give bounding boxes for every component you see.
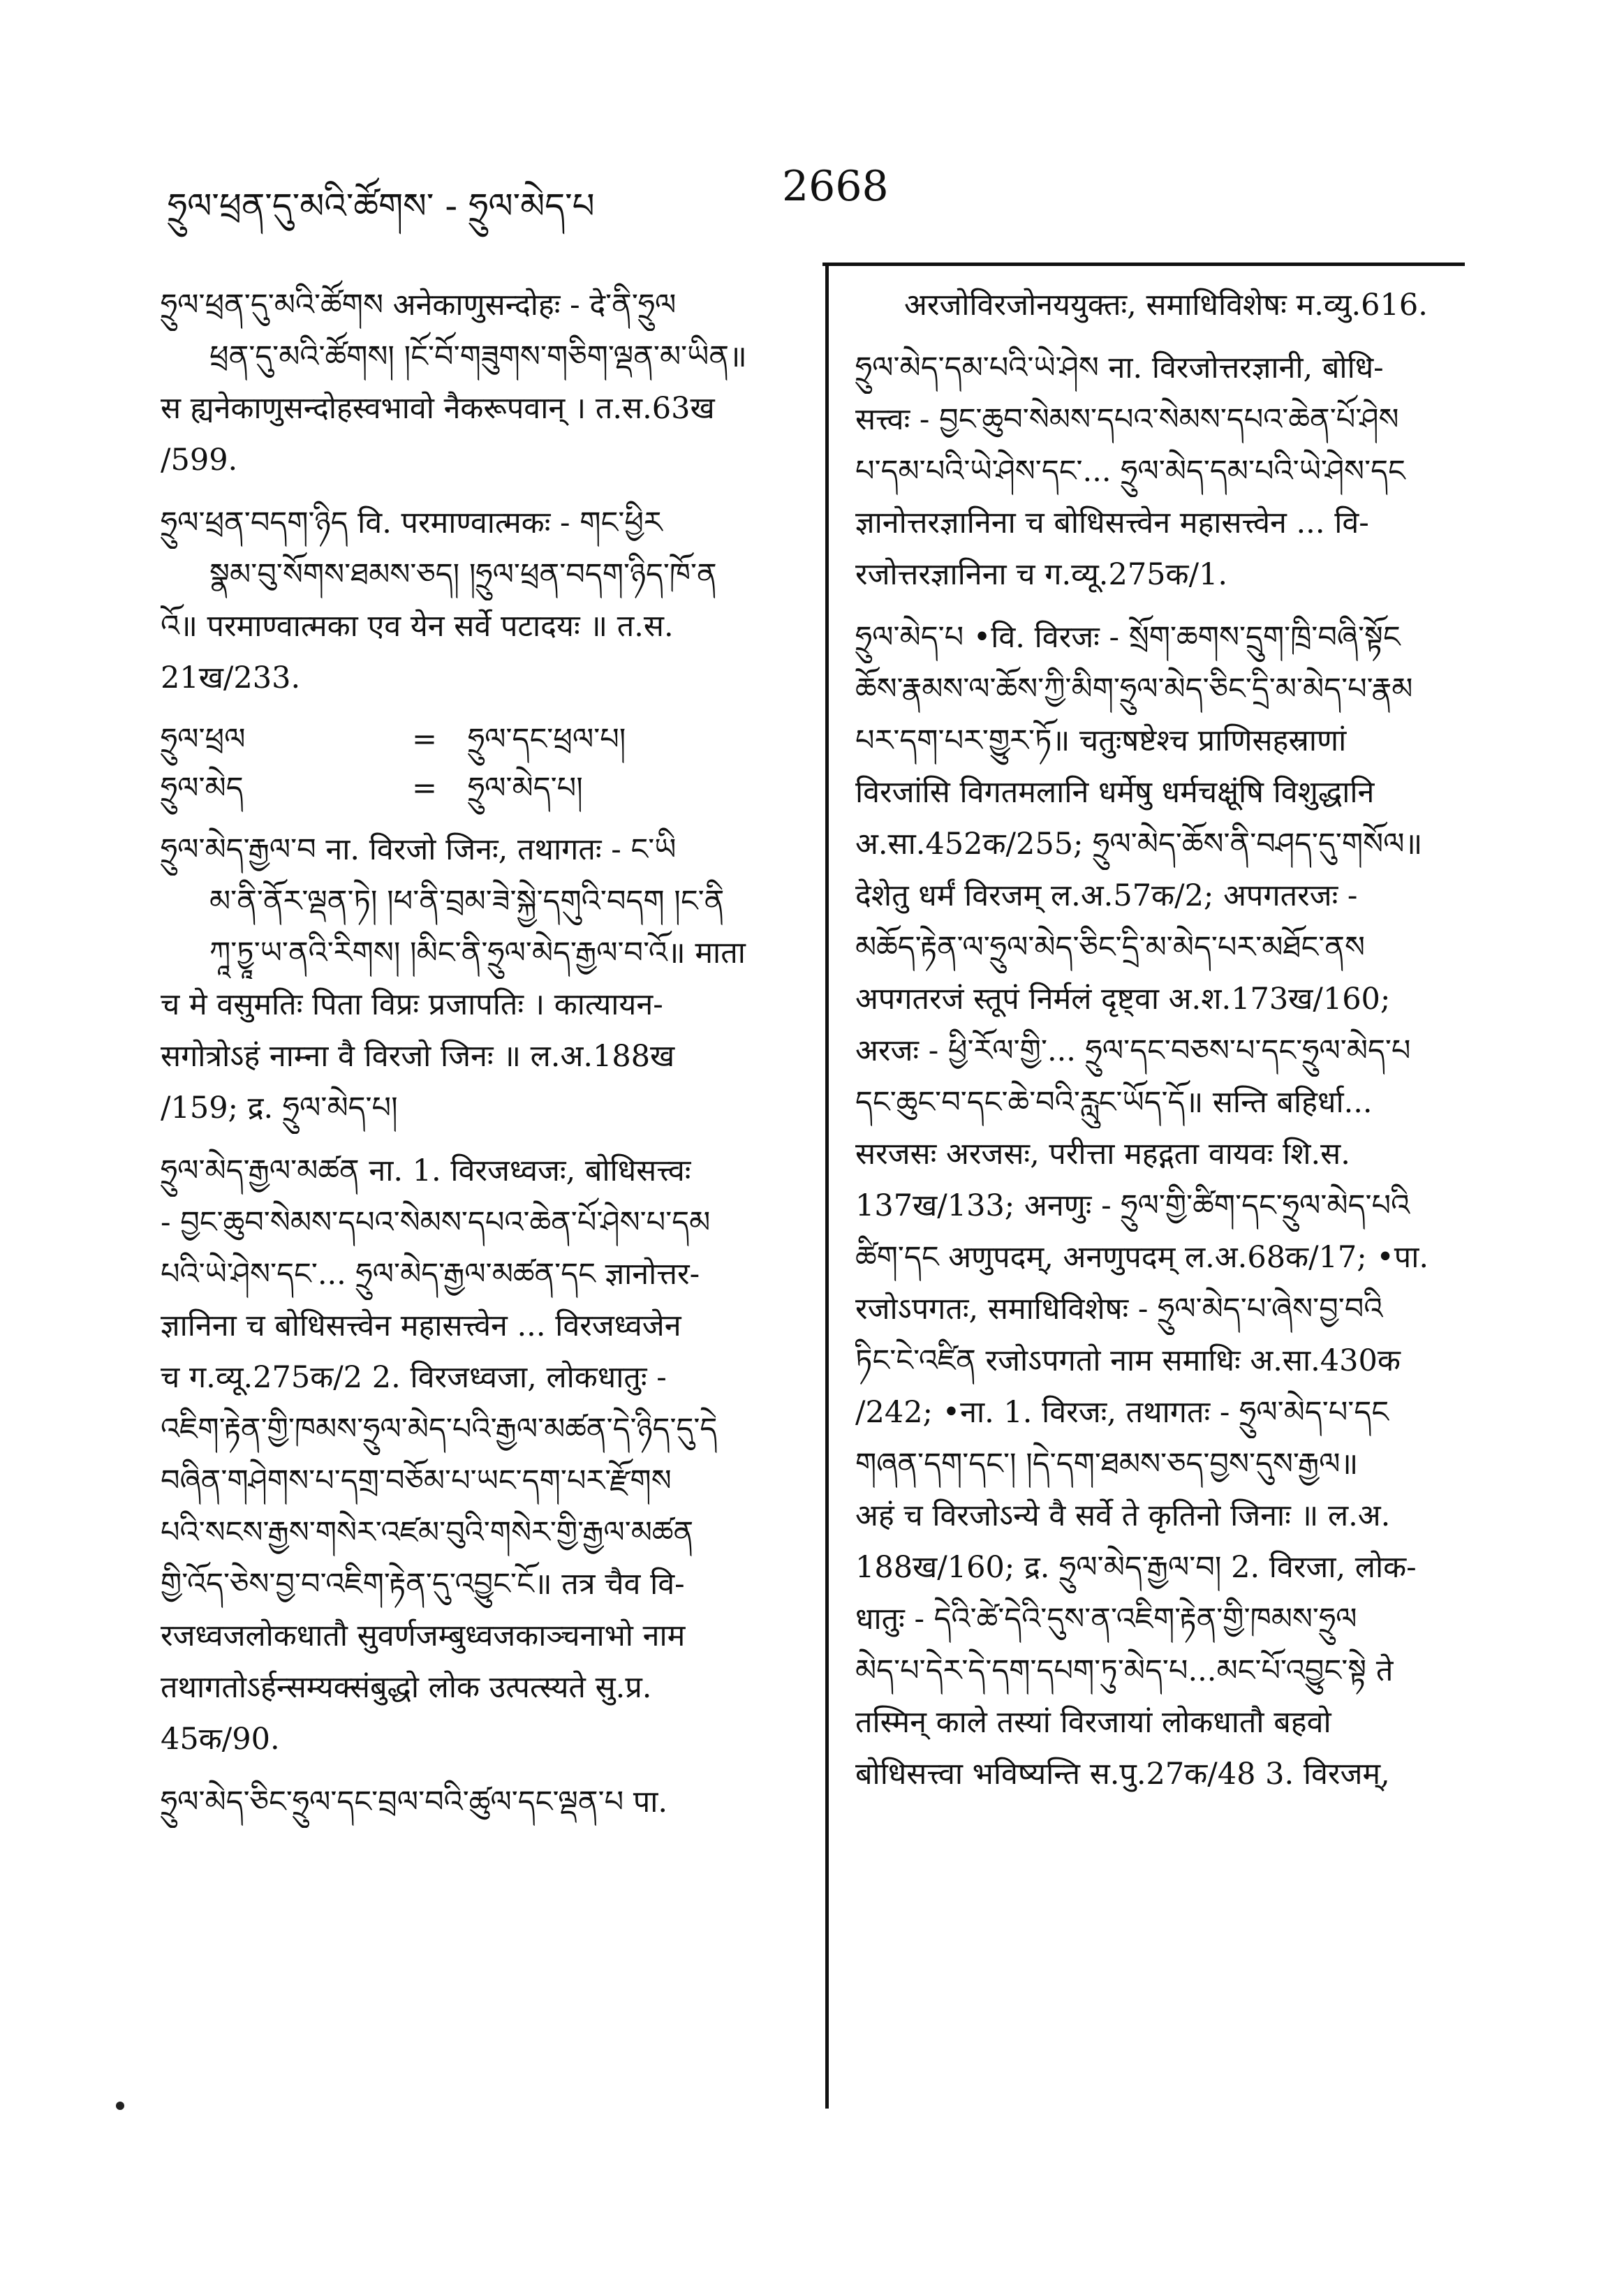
dictionary-entry [161, 824, 796, 1134]
entry-line: अपगतरजं स्तूपं निर्मलं दृष्ट्वा अ.श.173ख/160; [855, 982, 1391, 1017]
entry-line: བཞིན་གཤེགས་པ་དགྲ་བཅོམ་པ་ཡང་དག་པར་རྫོགས [161, 1463, 672, 1498]
running-head: ཧྲུལ་ཕྲན་དུ་མའི་ཚོགས་ - ཧྲུལ་མེད་པ [168, 186, 595, 226]
entry-line: अरजोविरजोनययुक्तः, समाधिविशेषः म.व्यु.616. [904, 288, 1428, 323]
entry-line: - བྱང་ཆུབ་སེམས་དཔའ་སེམས་དཔའ་ཆེན་པོ་ཤེས་པ་དམ [161, 1205, 711, 1240]
entry-line: ཏིང་ངེ་འཛིན रजोऽपगतो नाम समाधिः अ.सा.430क [855, 1343, 1401, 1378]
entry-line: /242; •ना. 1. विरजः, तथागतः - ཧྲུལ་མེད་པ་དང [855, 1395, 1389, 1430]
entry-line: མེད་པ་དེར་དེ་དག་དཔག་ཏུ་མེད་པ...མང་པོ་འབྱུང་སྟེ ते [855, 1653, 1394, 1688]
entry-line: ཧྲུལ་མེད་དམ་པའི་ཡེ་ཤེས ना. विरजोत्तरज्ञानी, बोधि- [855, 350, 1384, 385]
entry-line: बोधिसत्त्वा भविष्यन्ति स.पु.27क/48 3. विरजम्, [855, 1757, 1390, 1792]
entry-line: ज्ञानिना च बोधिसत्त्वेन महासत्त्वेन ... विरजध्वजेन [161, 1308, 681, 1343]
entry-line: सत्त्वः - བྱང་ཆུབ་སེམས་དཔའ་སེམས་དཔའ་ཆེན་པོ་ཤེས [855, 402, 1399, 437]
dictionary-entry [161, 279, 796, 486]
entry-line: तथागतोऽर्हन्सम्यक्संबुद्धो लोक उत्पत्स्यते सु.प्र. [161, 1670, 652, 1705]
dictionary-entry [161, 1145, 796, 1765]
entry-line: /599. [161, 443, 238, 478]
entry-line: सगोत्रोऽहं नाम्ना वै विरजो जिनः ॥ ल.अ.188ख [161, 1039, 675, 1074]
entry-line: देशेतु धर्मं विरजम् ल.अ.57क/2; अपगतरजः - [855, 878, 1358, 913]
entry-line: པའི་སངས་རྒྱས་གསེར་འཛམ་བུའི་གསེར་གྱི་རྒྱལ་མཚན [161, 1515, 694, 1550]
entry-line: ཧྲུལ་ཕྲན་དུ་མའི་ཚོགས अनेकाणुसन्दोहः - दे་ནི་ཧྲུལ [161, 288, 677, 323]
entry-line: ཚིག་དང अणुपदम्, अनणुपदम् ल.अ.68क/17; •पा. [855, 1240, 1429, 1275]
dictionary-entry [855, 279, 1470, 331]
entry-line: པར་དག་པར་གྱུར་ཏོ॥ चतुःषष्टेश्च प्राणिसहस्राणां [855, 723, 1347, 758]
entry-line: མཆོད་རྟེན་ལ་ཧྲུལ་མེད་ཅིང་དྲི་མ་མེད་པར་མཐོང་ནས [855, 930, 1366, 965]
entry-line: च मे वसुमतिः पिता विप्रः प्रजापतिः । कात्यायन- [161, 987, 663, 1022]
entry-line: ཧྲུལ་མེད་པ •वि. विरजः - སྲོག་ཆགས་དྲུག་ཁྲི་བཞི་སྟོང [855, 620, 1401, 655]
entry-line: ཧྲུལ་མེད་རྒྱལ་བ ना. विरजो जिनः, तथागतः - ང་ཡི [161, 832, 677, 867]
entry-line: ཧྲུལ་མེད་ཅིང་ཧྲུལ་དང་བྲལ་བའི་ཚུལ་དང་ལྡན་པ पा. [161, 1785, 668, 1820]
margin-dot [116, 2102, 124, 2110]
entry-line: ཧྲུལ་ཕྲན་བདག་ཉིད वि. परमाण्वात्मकः - གང་ཕྱིར [161, 505, 663, 540]
entry-line: གྱི་འོད་ཅེས་བྱ་བ་འཇིག་རྟེན་དུ་འབྱུང་ངོ॥ तत्र चैव वि- [161, 1567, 685, 1602]
entry-line: པ་དམ་པའི་ཡེ་ཤེས་དང་... ཧྲུལ་མེད་དམ་པའི་ཡེ་ཤེས་དང [855, 454, 1405, 489]
entry-line: स ह्यनेकाणुसन्दोहस्वभावो नैकरूपवान् । त.स.63ख [161, 391, 715, 426]
entry-line: /159; द्र. ཧྲུལ་མེད་པ། [161, 1091, 398, 1125]
entry-line: གཞན་དག་དང་། །དེ་དག་ཐམས་ཅད་བྱས་དུས་རྒྱལ॥ [855, 1447, 1359, 1482]
entry-line: པའི་ཡེ་ཤེས་དང་... ཧྲུལ་མེད་རྒྱལ་མཚན་དང ज्ञानोत्तर- [161, 1257, 700, 1292]
entry-line: སྣམ་བུ་སོགས་ཐམས་ཅད། །ཧྲུལ་ཕྲན་བདག་ཉིད་ཁོ་ན [209, 557, 717, 592]
page-number: 2668 [782, 162, 889, 211]
right-column [855, 279, 1470, 1811]
entry-line: अहं च विरजोऽन्ये वै सर्वे ते कृतिनो जिनाः ॥ ल.अ. [855, 1498, 1391, 1533]
xref-equals: = [412, 771, 438, 806]
xref-term: ཧྲུལ་ཕྲལ [161, 722, 246, 757]
xref-target: ཧྲུལ་མེད་པ། [468, 771, 583, 806]
dictionary-entry [855, 342, 1470, 600]
entry-line: 137ख/133; अनणुः - ཧྲུལ་གྱི་ཚིག་དང་ཧྲུལ་མེད་པའི [855, 1188, 1410, 1223]
entry-line: 21ख/233. [161, 660, 301, 695]
xref-target: ཧྲུལ་དང་ཕྲལ་པ། [468, 722, 626, 757]
cross-reference-row [161, 764, 796, 813]
entry-line: ཆོས་རྣམས་ལ་ཆོས་ཀྱི་མིག་ཧྲུལ་མེད་ཅིང་དྲི་མ་མེད་པ་རྣམ [855, 672, 1413, 707]
dictionary-entry [161, 1776, 796, 1828]
dictionary-entry [855, 612, 1470, 1800]
entry-line: ཀཱ་ཏྱཱ་ཡ་ནའི་རིགས། །མིང་ནི་ཧྲུལ་མེད་རྒྱལ་བ་འོ॥ माता [209, 936, 746, 970]
entry-line: विरजांसि विगतमलानि धर्मेषु धर्मचक्षूंषि विशुद्धानि [855, 775, 1375, 810]
entry-line: अ.सा.452क/255; ཧྲུལ་མེད་ཆོས་ནི་བཤད་དུ་གསོལ॥ [855, 827, 1423, 862]
entry-line: མ་ནི་ནོར་ལྡན་ཏེ། །ཕ་ནི་བྲམ་ཟེ་སྐྱེ་དགུའི་བདག །ང་ནི [209, 884, 725, 919]
entry-line: འཇིག་རྟེན་གྱི་ཁམས་ཧྲུལ་མེད་པའི་རྒྱལ་མཚན་དེ་ཉིད་དུ་དེ [161, 1412, 718, 1447]
entry-line: सरजसः अरजसः, परीत्ता महद्गता वायवः शि.स. [855, 1137, 1350, 1172]
xref-equals: = [412, 722, 438, 757]
entry-line: रजोऽपगतः, समाधिविशेषः - ཧྲུལ་མེད་པ་ཞེས་བྱ་བའི [855, 1292, 1383, 1327]
cross-reference-block [161, 715, 796, 813]
entry-line: ज्ञानोत्तरज्ञानिना च बोधिसत्त्वेन महासत्त्वेन ... वि- [855, 505, 1369, 540]
column-divider [825, 265, 829, 2109]
entry-line: तस्मिन् काले तस्यां विरजायां लोकधातौ बहवो [855, 1705, 1331, 1740]
cross-reference-row [161, 715, 796, 764]
entry-line: च ग.व्यू.275क/2 2. विरजध्वजा, लोकधातुः - [161, 1360, 667, 1395]
entry-line: 45क/90. [161, 1722, 280, 1757]
entry-line: ཕྲན་དུ་མའི་ཚོགས། །ངོ་བོ་གཟུགས་གཅིག་ལྡན་མ་ཡིན॥ [209, 339, 747, 374]
entry-line: रजोत्तरज्ञानिना च ग.व्यू.275क/1. [855, 557, 1228, 592]
left-column [161, 279, 796, 1839]
entry-line: रजध्वजलोकधातौ सुवर्णजम्बुध्वजकाञ्चनाभो नाम [161, 1618, 686, 1653]
entry-line: དང་ཆུང་བ་དང་ཆེ་བའི་རླུང་ཡོད་དོ॥ सन्ति बहिर्धा... [855, 1085, 1373, 1120]
entry-line: अरजः - ཕྱི་རོལ་གྱི་... ཧྲུལ་དང་བཅས་པ་དང་ཧྲུལ་མེད་པ [855, 1033, 1411, 1068]
dictionary-entry [161, 497, 796, 704]
entry-line: འོ॥ परमाण्वात्मका एव येन सर्वे पटादयः ॥ त.स. [161, 609, 674, 644]
entry-line: 188ख/160; द्र. ཧྲུལ་མེད་རྒྱལ་བ། 2. विरजा, लोक- [855, 1550, 1417, 1585]
entry-line: धातुः - དེའི་ཚེ་དེའི་དུས་ན་འཇིག་རྟེན་གྱི་ཁམས་ཧྲུལ [855, 1602, 1357, 1637]
entry-line: ཧྲུལ་མེད་རྒྱལ་མཚན ना. 1. विरजध्वजः, बोधिसत्त्वः [161, 1153, 691, 1188]
page-header [168, 155, 1466, 232]
header-rule [822, 263, 1465, 266]
xref-term: ཧྲུལ་མེད [161, 771, 244, 806]
